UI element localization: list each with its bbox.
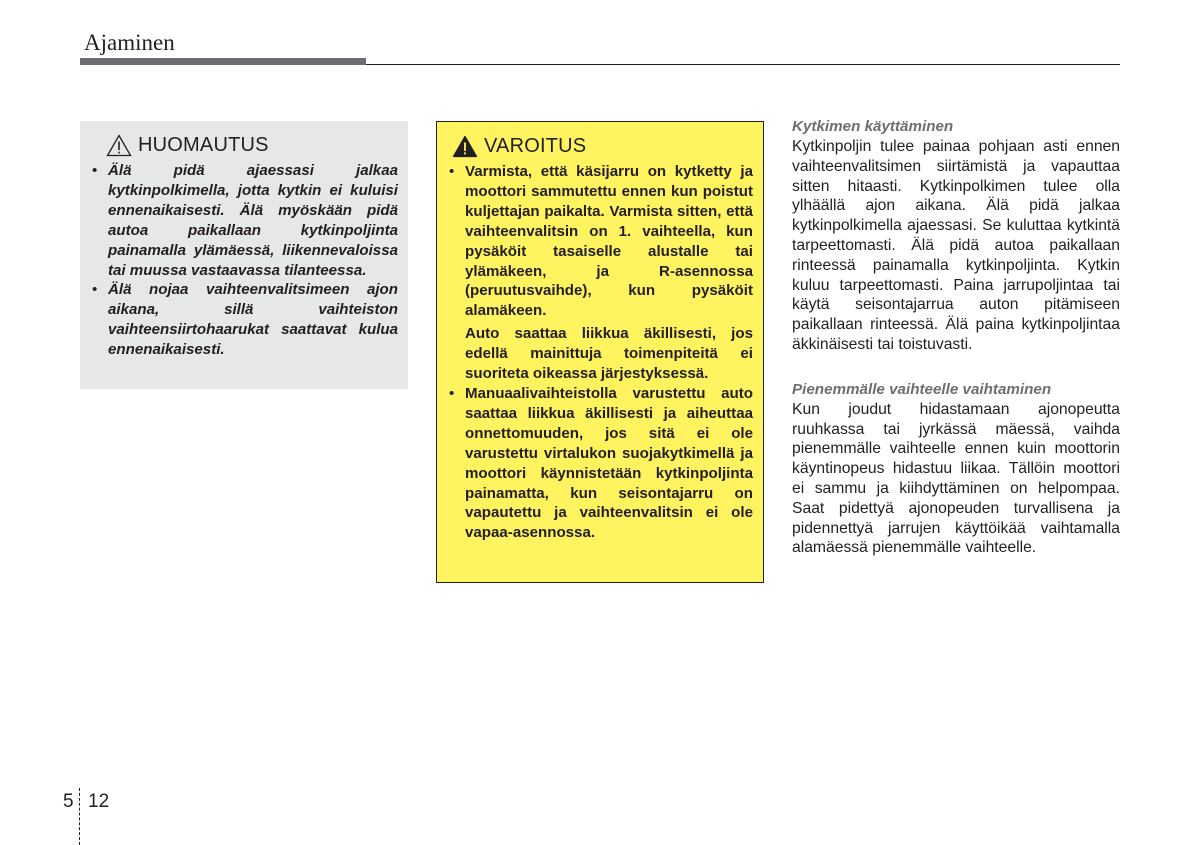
warning-box	[436, 121, 764, 583]
notice-item-text: Älä nojaa vaihteenvalitsimeen ajon aikana, sillä vaihteiston vaihteensiirtohaarukat saattavat kulua ennenaikaisesti.	[108, 281, 398, 359]
warning-triangle-outline-icon	[106, 134, 132, 157]
warning-triangle-filled-icon	[452, 135, 478, 158]
header-rule	[366, 64, 1120, 65]
bullet-dot: •	[92, 162, 98, 179]
notice-heading-label: HUOMAUTUS	[138, 133, 269, 156]
warning-item-text: Varmista, että käsijarru on kytketty ja moottori sammutettu ennen kun poistut kuljettajan paikalta. Varmista sitten, että vaihteenvalitsin on 1. vaihteella, kun pysäköit tasaiselle alustalle tai ylämäkeen, ja R-asennossa (peruutusvaihde), kun pysäköit alamäkeen.	[465, 163, 753, 320]
warning-heading	[452, 132, 753, 160]
warning-item-text: Manuaalivaihteistolla varustettu auto saattaa liikkua äkillisesti ja aiheuttaa onnettomuuden, jos sitä ei ole varustettu virtalukon suojakytkimellä ja moottori käynnistetään kytkinpoljinta painamatta, kun seisontajarru on vapautettu ja vaihteenvalitsin ei ole vapaa-asennossa.	[465, 384, 753, 542]
notice-box	[80, 121, 408, 389]
chapter-number: 5	[63, 791, 74, 812]
section-heading-clutch: Kytkimen käyttäminen	[792, 118, 954, 135]
bullet-dot: •	[92, 281, 98, 299]
header-accent-bar	[80, 58, 366, 65]
footer-divider	[79, 788, 80, 845]
section-body-downshift: Kun joudut hidastamaan ajonopeutta ruuhkassa tai jyrkässä mäessä, vaihda pienemmälle vaihteelle ennen kuin moottorin käyntinopeus hidastuu liikaa. Tällöin moottori ei sammu ja kiihdyttäminen on helpompaa. Saat pidettyä ajonopeuden turvallisena ja pidennettyä jarrujen käyttöikää vaihtamalla alamäessä pienemmälle vaihteelle.	[792, 400, 1120, 557]
warning-item	[447, 162, 753, 384]
notice-heading	[106, 131, 398, 159]
running-header-title: Ajaminen	[84, 30, 175, 55]
notice-item	[90, 280, 398, 360]
section-heading-downshift: Pienemmälle vaihteelle vaihtaminen	[792, 380, 1052, 398]
bullet-dot: •	[449, 163, 455, 180]
notice-item-text: Älä pidä ajaessasi jalkaa kytkinpolkimella, jotta kytkin ei kuluisi ennenaikaisesti. Älä myöskään pidä autoa paikallaan kytkinpoljinta painamalla ylämäessä, liikennevaloissa tai muussa vastaavassa tilanteessa.	[108, 162, 398, 279]
warning-heading-label: VAROITUS	[484, 134, 587, 157]
page-number: 12	[88, 791, 110, 812]
right-column	[792, 117, 1120, 583]
warning-item	[447, 384, 753, 543]
section-body-clutch: Kytkinpoljin tulee painaa pohjaan asti ennen vaihteenvalitsimen siirtämistä ja vapauttaa sitten hitaasti. Kytkinpolkimen tulee olla ylhäällä ajon aikana. Älä pidä jalkaa kytkinpolkimella ajaessasi. Se kuluttaa kytkintä tarpeettomasti. Älä pidä autoa paikallaan rinteessä painamalla kytkinpoljinta. Kytkin kuluu tarpeettomasti. Paina jarrupoljintaa tai käytä seisontajarrua auton pitämiseen paikallaan rinteessä. Älä paina kytkinpoljintaa äkkinäisesti tai toistuvasti.	[792, 138, 1120, 353]
notice-item	[90, 161, 398, 280]
warning-item-text: Auto saattaa liikkua äkillisesti, jos edellä mainittuja toimenpiteitä ei suoriteta oikeassa järjestyksessä.	[465, 325, 753, 383]
bullet-dot: •	[449, 384, 455, 402]
